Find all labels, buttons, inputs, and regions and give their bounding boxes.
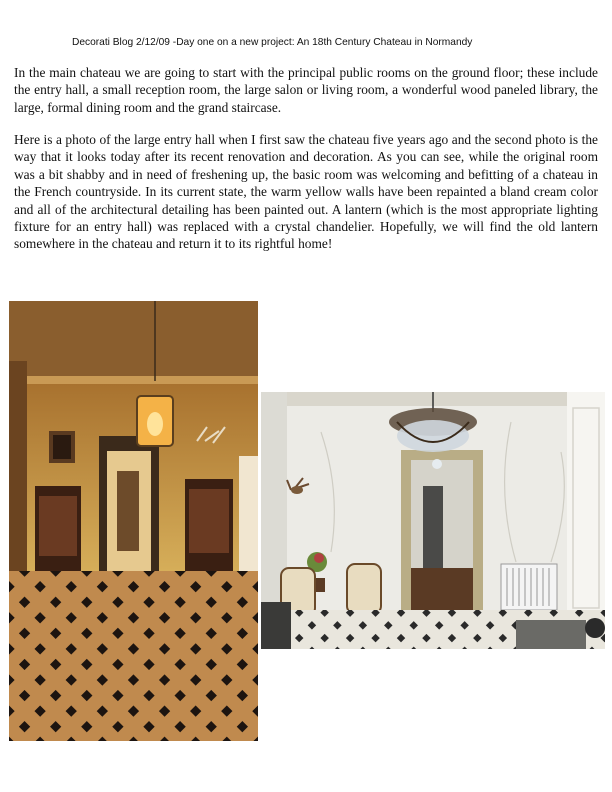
paragraph-intro: In the main chateau we are going to start with the principal public rooms on the ground floor; these include the entry hall, a small reception room, the large salon or living room, a wonderful wood paneled library, the large, formal dining room and the grand staircase. [14, 65, 598, 115]
entry-hall-after-photo [261, 392, 605, 649]
paragraph-entry-hall: Here is a photo of the large entry hall when I first saw the chateau five years ago and the second photo is the way that it looks today after its recent renovation and decoration. As you can see, while the original room was a bit shabby and in need of freshening up, the basic room was welcoming and befitting of a chateau in the French countryside. In its current state, the warm yellow walls have been repainted a bland cream color and all of the architectural detailing has been painted out. A lantern (which is the most appropriate lighting fixture for an entry hall) was replaced with a crystal chandelier. Hopefully, we will find the old lantern somewhere in the chateau and return it to its rightful home! [14, 132, 598, 252]
entry-hall-before-photo [9, 301, 258, 741]
page-header: Decorati Blog 2/12/09 -Day one on a new project: An 18th Century Chateau in Normandy [72, 37, 473, 48]
